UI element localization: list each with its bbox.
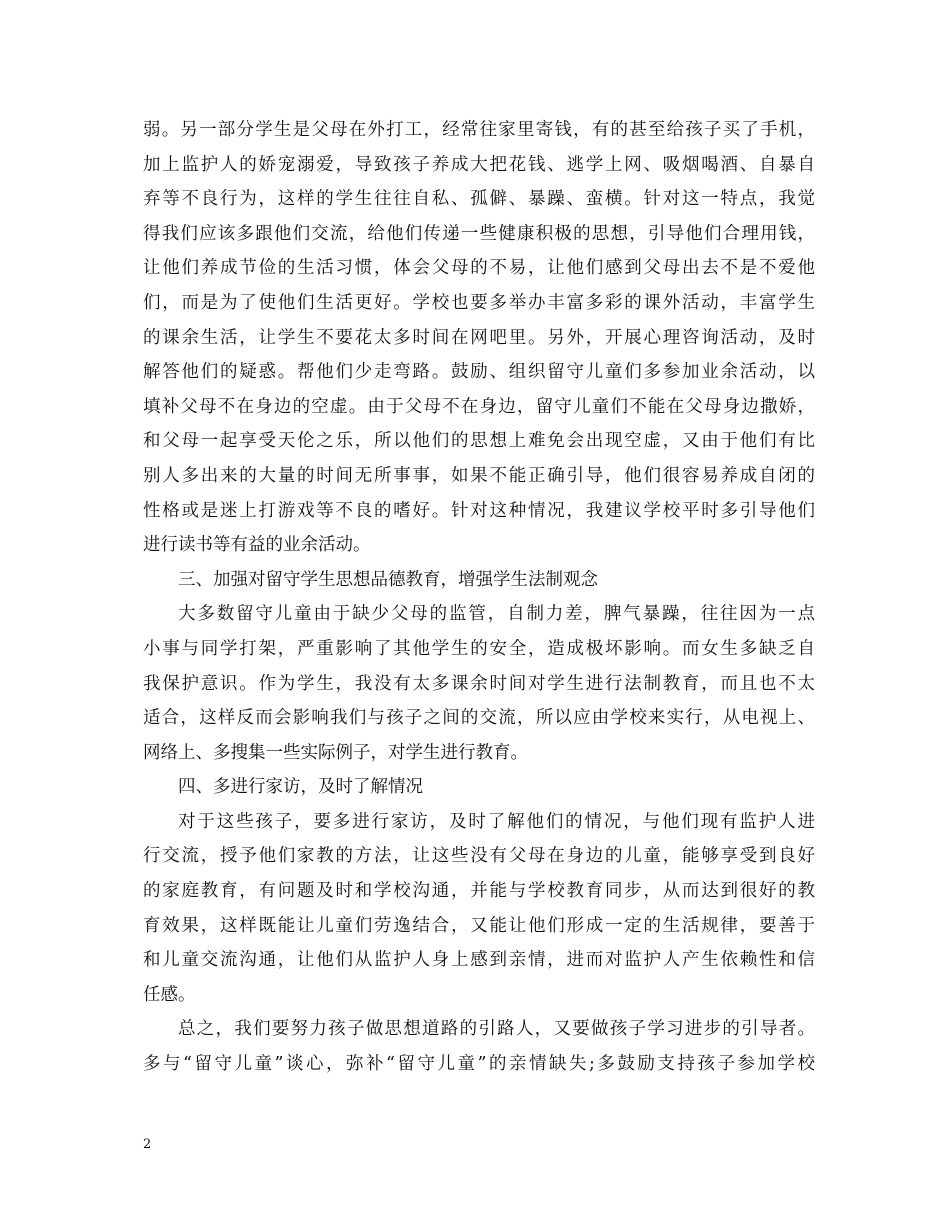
- body-line: 弃等不良行为，这样的学生往往自私、孤僻、暴躁、蛮横。针对这一特点，我觉: [143, 189, 815, 210]
- body-line: 们，而是为了使他们生活更好。学校也要多举办丰富多彩的课外活动，丰富学生: [143, 292, 815, 313]
- body-line: 和儿童交流沟通，让他们从监护人身上感到亲情，进而对监护人产生依赖性和信: [143, 950, 815, 971]
- body-line: 任感。: [143, 984, 196, 1005]
- body-line: 别人多出来的大量的时间无所事事，如果不能正确引导，他们很容易养成自闭的: [143, 465, 815, 486]
- document-body: [143, 113, 815, 1082]
- body-line: 我保护意识。作为学生，我没有太多课余时间对学生进行法制教育，而且也不太: [143, 673, 815, 694]
- body-line: 对于这些孩子，要多进行家访，及时了解他们的情况，与他们现有监护人进: [178, 811, 815, 832]
- body-line: 行交流，授予他们家教的方法，让这些没有父母在身边的儿童，能够享受到良好: [143, 846, 815, 867]
- section-heading: 三、加强对留守学生思想品德教育，增强学生法制观念: [178, 569, 598, 590]
- body-line: 解答他们的疑惑。帮他们少走弯路。鼓励、组织留守儿童们多参加业余活动，以: [143, 362, 815, 383]
- body-line: 网络上、多搜集一些实际例子，对学生进行教育。: [143, 742, 528, 763]
- body-line: 小事与同学打架，严重影响了其他学生的安全，造成极坏影响。而女生多缺乏自: [143, 638, 815, 659]
- body-line: 的家庭教育，有问题及时和学校沟通，并能与学校教育同步，从而达到很好的教: [143, 881, 815, 902]
- body-line: 适合，这样反而会影响我们与孩子之间的交流，所以应由学校来实行，从电视上、: [143, 708, 815, 729]
- body-line: 性格或是迷上打游戏等不良的嗜好。针对这种情况，我建议学校平时多引导他们: [143, 500, 815, 521]
- body-line: 弱。另一部分学生是父母在外打工，经常往家里寄钱，有的甚至给孩子买了手机，: [143, 120, 815, 140]
- body-line: 多与“留守儿童”谈心，弥补“留守儿童”的亲情缺失;多鼓励支持孩子参加学校: [143, 1054, 815, 1075]
- body-line: 填补父母不在身边的空虚。由于父母不在身边，留守儿童们不能在父母身边撒娇，: [143, 396, 815, 417]
- section-heading: 四、多进行家访，及时了解情况: [178, 777, 423, 798]
- body-line: 进行读书等有益的业余活动。: [143, 535, 371, 556]
- body-line: 得我们应该多跟他们交流，给他们传递一些健康积极的思想，引导他们合理用钱，: [143, 223, 815, 244]
- body-line: 加上监护人的娇宠溺爱，导致孩子养成大把花钱、逃学上网、吸烟喝酒、自暴自: [143, 154, 815, 175]
- body-line: 大多数留守儿童由于缺少父母的监管，自制力差，脾气暴躁，往往因为一点: [178, 604, 815, 625]
- body-line: 和父母一起享受天伦之乐，所以他们的思想上难免会出现空虚，又由于他们有比: [143, 431, 815, 452]
- body-line: 让他们养成节俭的生活习惯，体会父母的不易，让他们感到父母出去不是不爱他: [143, 258, 815, 279]
- body-line: 总之，我们要努力孩子做思想道路的引路人，又要做孩子学习进步的引导者。: [178, 1019, 815, 1040]
- page-number: 2: [143, 1137, 152, 1152]
- body-line: 的课余生活，让学生不要花太多时间在网吧里。另外，开展心理咨询活动，及时: [143, 327, 815, 348]
- body-line: 育效果，这样既能让儿童们劳逸结合，又能让他们形成一定的生活规律，要善于: [143, 915, 815, 936]
